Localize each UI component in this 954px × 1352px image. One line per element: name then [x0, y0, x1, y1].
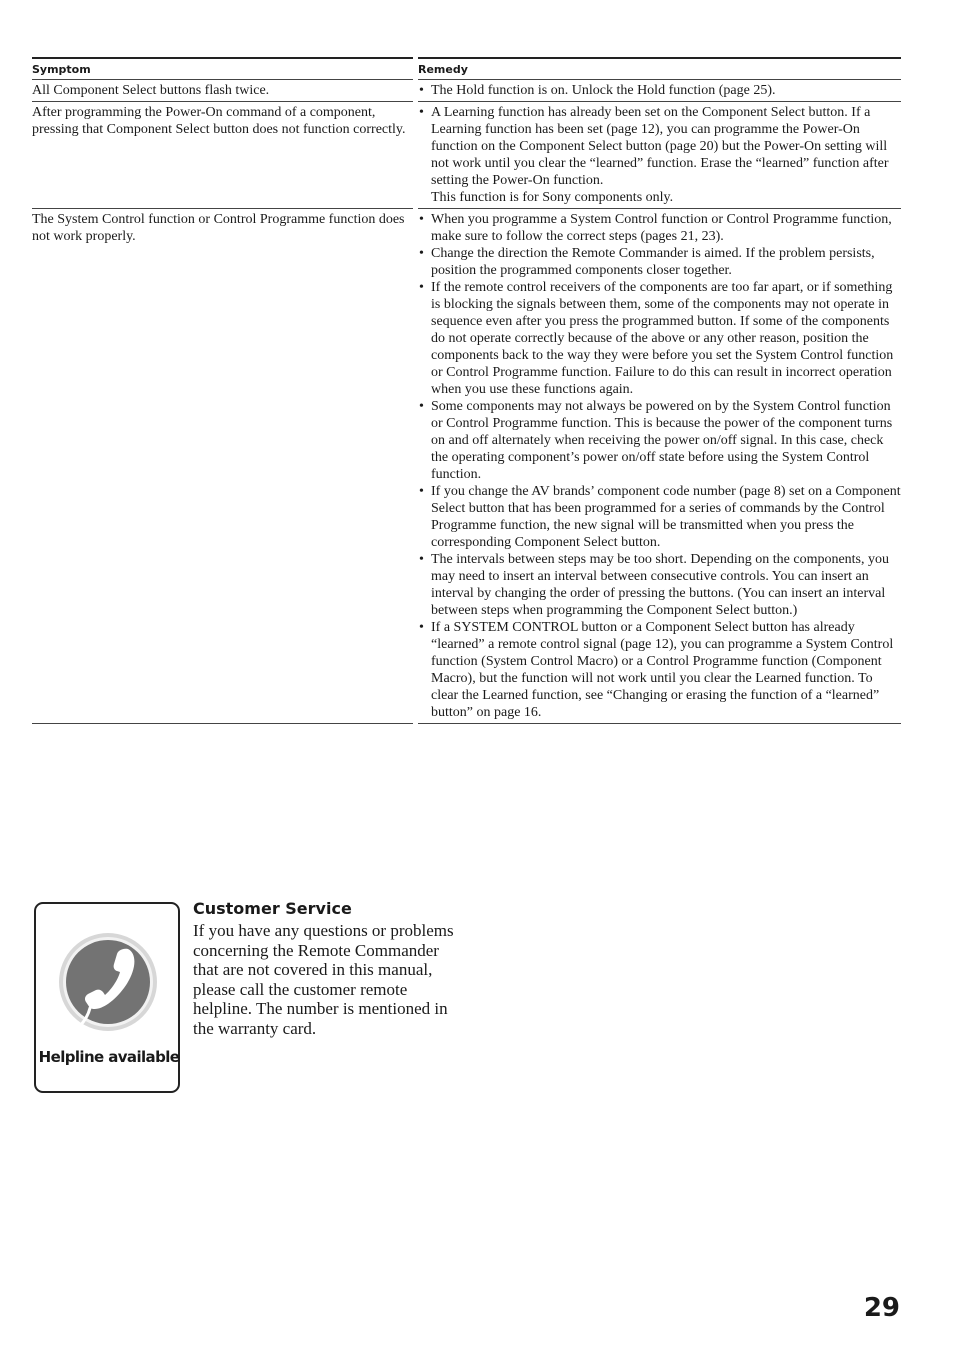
remedy-item: • The Hold function is on. Unlock the Hold function (page 25). [418, 82, 901, 99]
symptom-cell: The System Control function or Control Programme function does not work properly. [32, 209, 413, 724]
remedy-item: • Change the direction the Remote Commander is aimed. If the problem persists, position the programmed components closer together. [418, 245, 901, 279]
remedy-note: This function is for Sony components only. [431, 190, 674, 205]
table-row [32, 209, 901, 724]
table-row [32, 102, 901, 209]
helpline-label: Helpline available [38, 1048, 180, 1066]
remedy-column-header: Remedy [418, 57, 901, 80]
symptom-cell: All Component Select buttons flash twice. [32, 80, 413, 102]
remedy-item: • If the remote control receivers of the components are too far apart, or if something is blocking the signals between them, some of the components may not operate in sequence even after you press the programmed button. If some of the components do not operate correctly because of the above or any other reason, position the components back to the way they were before you set the System Control function or Control Programme function. Failure to do this can result in incorrect operation when you use these functions again. [418, 279, 901, 398]
remedy-item: • The intervals between steps may be too short. Depending on the components, you may need to insert an interval between consecutive controls. You can insert an interval by changing the order of pressing the buttons. (You can insert an interval between steps when programming the Component Select button.) [418, 551, 901, 619]
page-number: 29 [863, 1293, 900, 1323]
symptom-column-header: Symptom [32, 57, 413, 80]
remedy-item: • If a SYSTEM CONTROL button or a Component Select button has already “learned” a remote control signal (page 12), you can programme a System Control function (System Control Macro) or a Control Programme function (Component Macro), but the function will not work until you clear the Learned function. To clear the Learned function, see “Changing or erasing the function of a “learned” button” on page 16. [418, 619, 901, 721]
remedy-cell [418, 209, 901, 724]
table-row [32, 80, 901, 102]
remedy-item: • A Learning function has already been set on the Component Select button. If a Learning function has been set (page 12), you can programme the Power-On function on the Component Select button (page 20) but the Power-On setting will not work until you clear the “learned” function. Erase the “learned” function after setting the Power-On function. [418, 104, 901, 189]
remedy-item: • Some components may not always be powered on by the System Control function or Control Programme function. This is because the power of the component turns on and off alternately when receiving the power on/off signal. In this case, check the operating component’s power on/off state before using the System Control function. [418, 398, 901, 483]
remedy-list [418, 211, 901, 721]
remedy-list [418, 82, 901, 99]
customer-service-heading: Customer Service [193, 899, 352, 918]
remedy-item: • If you change the AV brands’ component code number (page 8) set on a Component Select button that has been programmed for a series of commands by the Control Programme function, the new signal will be transmitted when you press the corresponding Component Select button. [418, 483, 901, 551]
customer-service-body: If you have any questions or problems concerning the Remote Commander that are not covered in this manual, please call the customer remote helpline. The number is mentioned in the warranty card. [193, 921, 454, 1038]
troubleshooting-table [32, 57, 901, 724]
telephone-handset-icon [56, 932, 160, 1036]
customer-service-section [193, 898, 455, 1039]
remedy-list [418, 104, 901, 189]
troubleshooting-table-wrapper [32, 57, 901, 724]
remedy-cell [418, 80, 901, 102]
remedy-item: • When you programme a System Control function or Control Programme function, make sure to follow the correct steps (pages 21, 23). [418, 211, 901, 245]
symptom-cell: After programming the Power-On command of a component, pressing that Component Select button does not function correctly. [32, 102, 413, 209]
remedy-cell [418, 102, 901, 209]
table-header-row [32, 57, 901, 80]
helpline-box [34, 902, 180, 1093]
